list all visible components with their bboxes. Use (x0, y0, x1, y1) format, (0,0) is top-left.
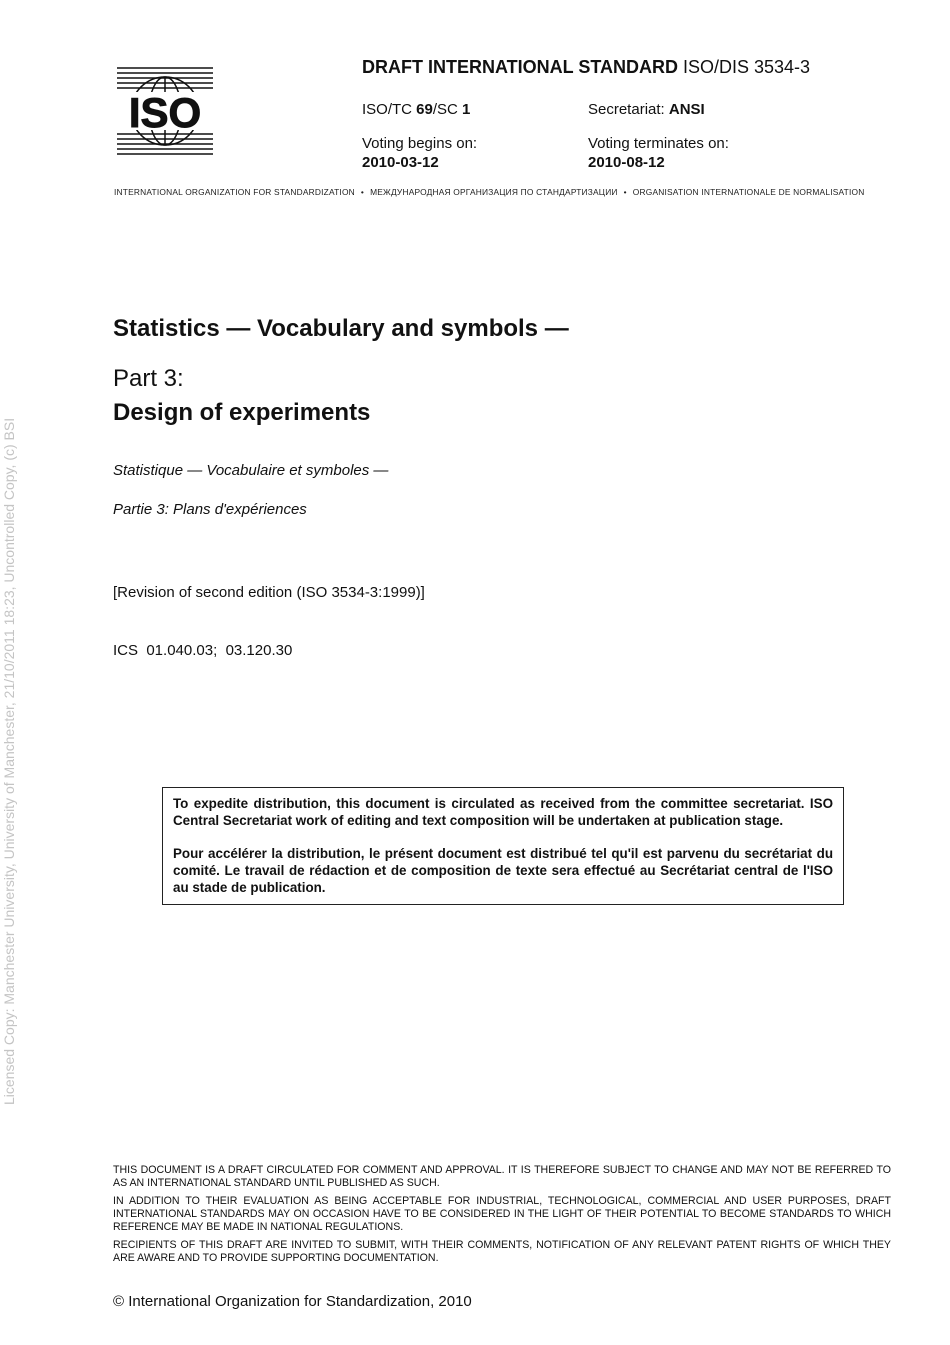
part-title: Design of experiments (113, 399, 371, 426)
french-title: Statistique — Vocabulaire et symboles — (113, 462, 389, 479)
revision-note: [Revision of second edition (ISO 3534-3:1999)] (113, 584, 425, 601)
org-name-french: ORGANISATION INTERNATIONALE DE NORMALISATION (632, 187, 865, 197)
doc-number: ISO/DIS 3534-3 (683, 57, 811, 77)
svg-text:ISO: ISO (128, 89, 202, 136)
notice-french: Pour accélérer la distribution, le présent document est distribué tel qu'il est parvenu du secrétariat du comité. Le travail de rédaction et de composition de texte sera effectué au Secrétariat central de l'ISO au stade de publication. (173, 846, 833, 895)
organization-names-line (114, 187, 864, 197)
sc-number: 1 (462, 101, 471, 118)
notice-english: To expedite distribution, this document is circulated as received from the committee secretariat. ISO Central Secretariat work of editing and text composition will be undertaken at publication stage. (173, 796, 833, 828)
iso-logo-icon (115, 65, 215, 157)
part-label: Part 3: (113, 365, 184, 392)
disclaimer-paragraph: IN ADDITION TO THEIR EVALUATION AS BEING ACCEPTABLE FOR INDUSTRIAL, TECHNOLOGICAL, COMMERCIAL AND USER PURPOSES, DRAFT INTERNATIONAL STANDARDS MAY ON OCCASION HAVE TO BE CONSIDERED IN THE LIGHT OF THEIR POTENTIAL TO BECOME STANDARDS TO WHICH REFERENCE MAY BE MADE IN NATIONAL REGULATIONS. (113, 1195, 891, 1233)
org-separator: • (623, 187, 627, 197)
voting-terminates-date: 2010-08-12 (588, 154, 665, 171)
distribution-notice-box (162, 787, 844, 905)
secretariat: Secretariat: ANSI (588, 101, 705, 118)
disclaimer-paragraph: THIS DOCUMENT IS A DRAFT CIRCULATED FOR COMMENT AND APPROVAL. IT IS THEREFORE SUBJECT TO CHANGE AND MAY NOT BE REFERRED TO AS AN INTERNATIONAL STANDARD UNTIL PUBLISHED AS SUCH. (113, 1164, 891, 1189)
tc-number: 69 (416, 101, 433, 118)
draft-disclaimer (113, 1164, 891, 1270)
copyright-notice: © International Organization for Standardization, 2010 (113, 1293, 472, 1310)
doc-type: DRAFT INTERNATIONAL STANDARD (362, 57, 678, 77)
disclaimer-paragraph: RECIPIENTS OF THIS DRAFT ARE INVITED TO SUBMIT, WITH THEIR COMMENTS, NOTIFICATION OF ANY RELEVANT PATENT RIGHTS OF WHICH THEY ARE AWARE AND TO PROVIDE SUPPORTING DOCUMENTATION. (113, 1239, 891, 1264)
document-type-heading (362, 57, 810, 78)
secretariat-value: ANSI (668, 101, 705, 118)
org-separator: • (360, 187, 365, 197)
ics-codes: ICS 01.040.03; 03.120.30 (113, 642, 293, 659)
main-title: Statistics — Vocabulary and symbols — (113, 315, 569, 342)
voting-begins-date: 2010-03-12 (362, 154, 439, 171)
committee-ref: ISO/TC 69/SC 1 (362, 101, 471, 118)
license-watermark: Licensed Copy: Manchester University, University of Manchester, 21/10/2011 18:23, Uncontrolled Copy, (c) BSI (1, 417, 17, 1105)
org-name-english: INTERNATIONAL ORGANIZATION FOR STANDARDIZATION (114, 187, 355, 197)
voting-begins-label: Voting begins on: (362, 135, 478, 152)
french-part-title: Partie 3: Plans d'expériences (113, 501, 307, 518)
org-name-russian: МЕЖДУНАРОДНАЯ ОРГАНИЗАЦИЯ ПО СТАНДАРТИЗАЦИИ (370, 187, 618, 197)
iso-logo (115, 65, 215, 157)
voting-terminates-label: Voting terminates on: (588, 135, 729, 152)
